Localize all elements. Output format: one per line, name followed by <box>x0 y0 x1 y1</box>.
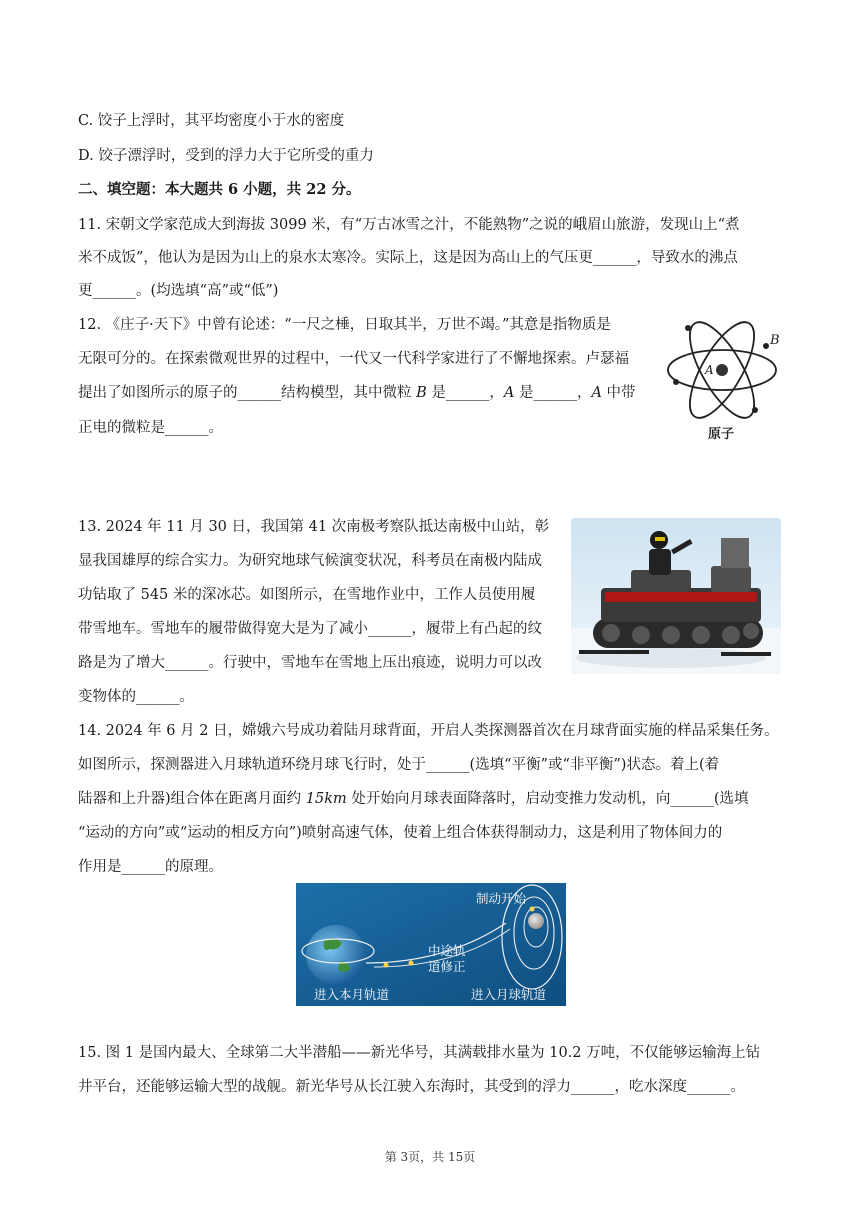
q13-line-4: 带雪地车。雪地车的履带做得宽大是为了减小______，履带上有凸起的纹 <box>78 621 542 637</box>
option-c: C. 饺子上浮时，其平均密度小于水的密度 <box>78 113 345 129</box>
electron <box>752 407 758 413</box>
q14-text: 处开始向月球表面降落时，启动变推力发动机，向______(选填 <box>346 791 749 807</box>
atom-figure <box>658 314 788 444</box>
q14-text: 陆器和上升器)组合体在距离月面约 <box>78 791 306 807</box>
earth <box>306 925 366 985</box>
variable-a: A <box>591 385 602 401</box>
q15-line-1: 15. 图 1 是国内最大、全球第二大半潜船——新光华号，其满载排水量为 10.2 万吨，不仅能够运输海上钻 <box>78 1045 761 1061</box>
lunar-orbit-figure <box>296 883 566 1006</box>
q12-text: 是______， <box>514 385 592 401</box>
q13-line-6: 变物体的______。 <box>78 689 194 705</box>
q11-line-2: 米不成饭”，他认为是因为山上的泉水太寒冷。实际上，这是因为高山上的气压更______，导致水的沸点 <box>78 250 738 266</box>
q14-line-2: 如图所示，探测器进入月球轨道环绕月球飞行时，处于______(选填“平衡”或“非平衡”)状态。着上(着 <box>78 757 720 773</box>
atom-diagram <box>658 314 788 444</box>
q15-line-2: 井平台，还能够运输大型的战舰。新光华号从长江驶入东海时，其受到的浮力______，吃水深度______。 <box>78 1079 745 1095</box>
variable-b: B <box>416 385 427 401</box>
electron <box>763 343 769 349</box>
page-number: 第 3页，共 15页 <box>384 1150 476 1164</box>
nucleus <box>716 364 728 376</box>
label-enter-earth-orbit: 进入本月轨道 <box>314 987 390 1002</box>
section-heading: 二、填空题：本大题共 6 小题，共 22 分。 <box>78 181 361 198</box>
q12-line-2: 无限可分的。在探索微观世界的过程中，一代又一代科学家进行了不懈地探索。卢瑟福 <box>78 351 629 367</box>
q13-line-1: 13. 2024 年 11 月 30 日，我国第 41 次南极考察队抵达南极中山站，彰 <box>78 519 550 535</box>
label-brake-start: 制动开始 <box>476 891 527 906</box>
variable-a: A <box>503 385 515 401</box>
q14-line-1: 14. 2024 年 6 月 2 日，嫦娥六号成功着陆月球背面，开启人类探测器首次在月球背面实施的样品采集任务。 <box>78 723 779 739</box>
q11-line-1: 11. 宋朝文学家范成大到海拔 3099 米，有“万古冰雪之汁，不能熟物”之说的峨眉山旅游，发现山上“煮 <box>78 217 740 233</box>
snowmobile-illustration <box>571 518 781 674</box>
q12-line-3 <box>78 383 636 403</box>
q13-line-5: 路是为了增大______。行驶中，雪地车在雪地上压出痕迹，说明力可以改 <box>78 655 542 671</box>
q13-line-3: 功钻取了 545 米的深冰芯。如图所示，在雪地作业中，工作人员使用履 <box>78 587 536 603</box>
distance-value: 15km <box>305 791 347 807</box>
label-mid-1: 中途轨 <box>428 943 466 958</box>
q12-line-4: 正电的微粒是______。 <box>78 420 223 436</box>
option-d: D. 饺子漂浮时，受到的浮力大于它所受的重力 <box>78 148 374 164</box>
electron <box>673 379 679 385</box>
q12-text: 中带 <box>601 385 636 401</box>
moon <box>528 913 544 929</box>
q14-line-4: “运动的方向”或“运动的相反方向”)喷射高速气体，使着上组合体获得制动力，这是利用了物体间力的 <box>78 825 723 841</box>
q13-line-2: 显我国雄厚的综合实力。为研究地球气候演变状况，科考员在南极内陆成 <box>78 553 542 569</box>
q12-text: 提出了如图所示的原子的______结构模型，其中微粒 <box>78 385 417 401</box>
electron <box>685 325 691 331</box>
q12-text: 是______， <box>426 385 504 401</box>
q14-line-3 <box>78 789 749 809</box>
label-a: A <box>705 363 714 377</box>
label-mid-correction <box>428 943 466 975</box>
atom-caption: 原子 <box>708 427 735 442</box>
q12-line-1: 12. 《庄子·天下》中曾有论述：“一尺之棰，日取其半，万世不竭。”其意是指物质是 <box>78 317 611 333</box>
q11-line-3: 更______。(均选填“高”或“低”) <box>78 283 279 299</box>
label-b: B <box>770 333 780 348</box>
label-enter-moon-orbit: 进入月球轨道 <box>471 987 547 1002</box>
q14-line-5: 作用是______的原理。 <box>78 859 223 875</box>
label-mid-2: 道修正 <box>428 959 466 974</box>
snowmobile-photo <box>571 518 781 674</box>
